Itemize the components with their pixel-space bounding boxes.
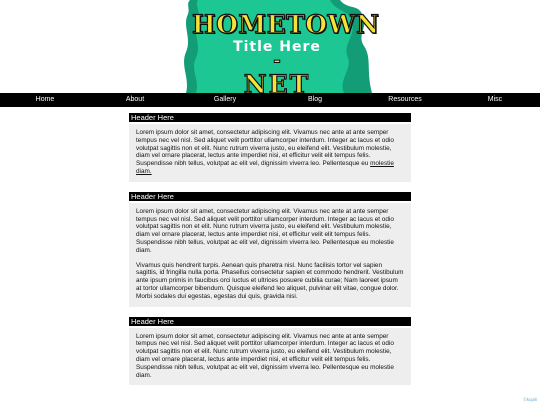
nav-item-resources[interactable]: Resources [388,96,422,103]
section-header: Header Here [129,113,411,122]
nav-item-blog[interactable]: Blog [307,96,322,103]
site-banner-logo[interactable] [180,0,380,93]
section-paragraph [136,129,404,176]
main-content [129,113,411,395]
nav-item-home[interactable]: Home [35,96,55,103]
nav-item-about[interactable]: About [125,96,145,103]
logo-title-line3: NET [243,72,311,93]
nav-item-misc[interactable]: Misc [487,96,503,103]
logo-dash: - [273,50,281,71]
logo-title-line1: HOMETOWN [192,10,380,39]
section-paragraph: Vivamus quis hendrerit turpis. Aenean quis pharetra nisl. Nunc facilisis tortor vel sapien sagittis, id fringilla nulla porta. Phasellus consectetur sapien et commodo hendrerit. Vestibulum ante ipsum primis in faucibus orci luctus et ultrices posuere cubilia curae; Nam laoreet ipsum at tortor ullamcorper bibendum. Quisque eleifend leo aliquet, pulvinar elit vitae, congue dolor. Morbi sodales dui egestas, egestas dui quis, gravida nisi. [136,261,404,300]
section-body [129,328,411,386]
section-body [129,124,411,182]
content-section [129,113,411,182]
section-body [129,203,411,307]
section-header: Header Here [129,192,411,201]
section-paragraph: Lorem ipsum dolor sit amet, consectetur adipiscing elit. Vivamus nec ante at ante semper tempus nec vel nisl. Sed aliquet velit porttitor ullamcorper interdum. Integer ac lacus et odio volutpat sagittis non et elit. Nunc rutrum viverra justo, eu eleifend elit. Vestibulum molestie, diam vel ornare placerat, lectus ante imperdiet nisi, et efficitur velit elit tempus felis. Suspendisse nibh tellus, volutpat ac elit vel, dignissim viverra leo. Pellentesque eu molestie diam. [136,207,394,254]
logo-subtitle: Title Here [233,39,321,55]
main-navigation [0,93,540,107]
content-section [129,192,411,307]
molestie-diam-link[interactable]: molestie diam. [136,160,394,175]
section-paragraph: Lorem ipsum dolor sit amet, consectetur adipiscing elit. Vivamus nec ante at ante semper tempus nec vel nisl. Sed aliquet velit porttitor ullamcorper interdum. Integer ac lacus et odio volutpat sagittis non et elit. Nunc rutrum viverra justo, eu eleifend elit. Vestibulum molestie, diam vel ornare placerat, lectus ante imperdiet nisi, et efficitur velit elit tempus felis. Suspendisse nibh tellus, volutpat ac elit vel, dignissim viverra leo. Pellentesque eu molestie diam. [136,332,394,379]
content-section [129,317,411,386]
paragraph-text: Lorem ipsum dolor sit amet, consectetur adipiscing elit. Vivamus nec ante at ante semper tempus nec vel nisl. Sed aliquet velit porttitor ullamcorper interdum. Integer ac lacus et odio volutpat sagittis non et elit. Nunc rutrum viverra justo, eu eleifend elit. Vestibulum molestie, diam vel ornare placerat, lectus ante imperdiet nisi, et efficitur velit elit tempus felis. Suspendisse nibh tellus, volutpat ac elit vel, dignissim viverra leo. Pellentesque eu [136,129,394,168]
nav-item-gallery[interactable]: Gallery [213,96,237,103]
section-header: Header Here [129,317,411,326]
watermark-credit: ©kujali [523,397,537,402]
